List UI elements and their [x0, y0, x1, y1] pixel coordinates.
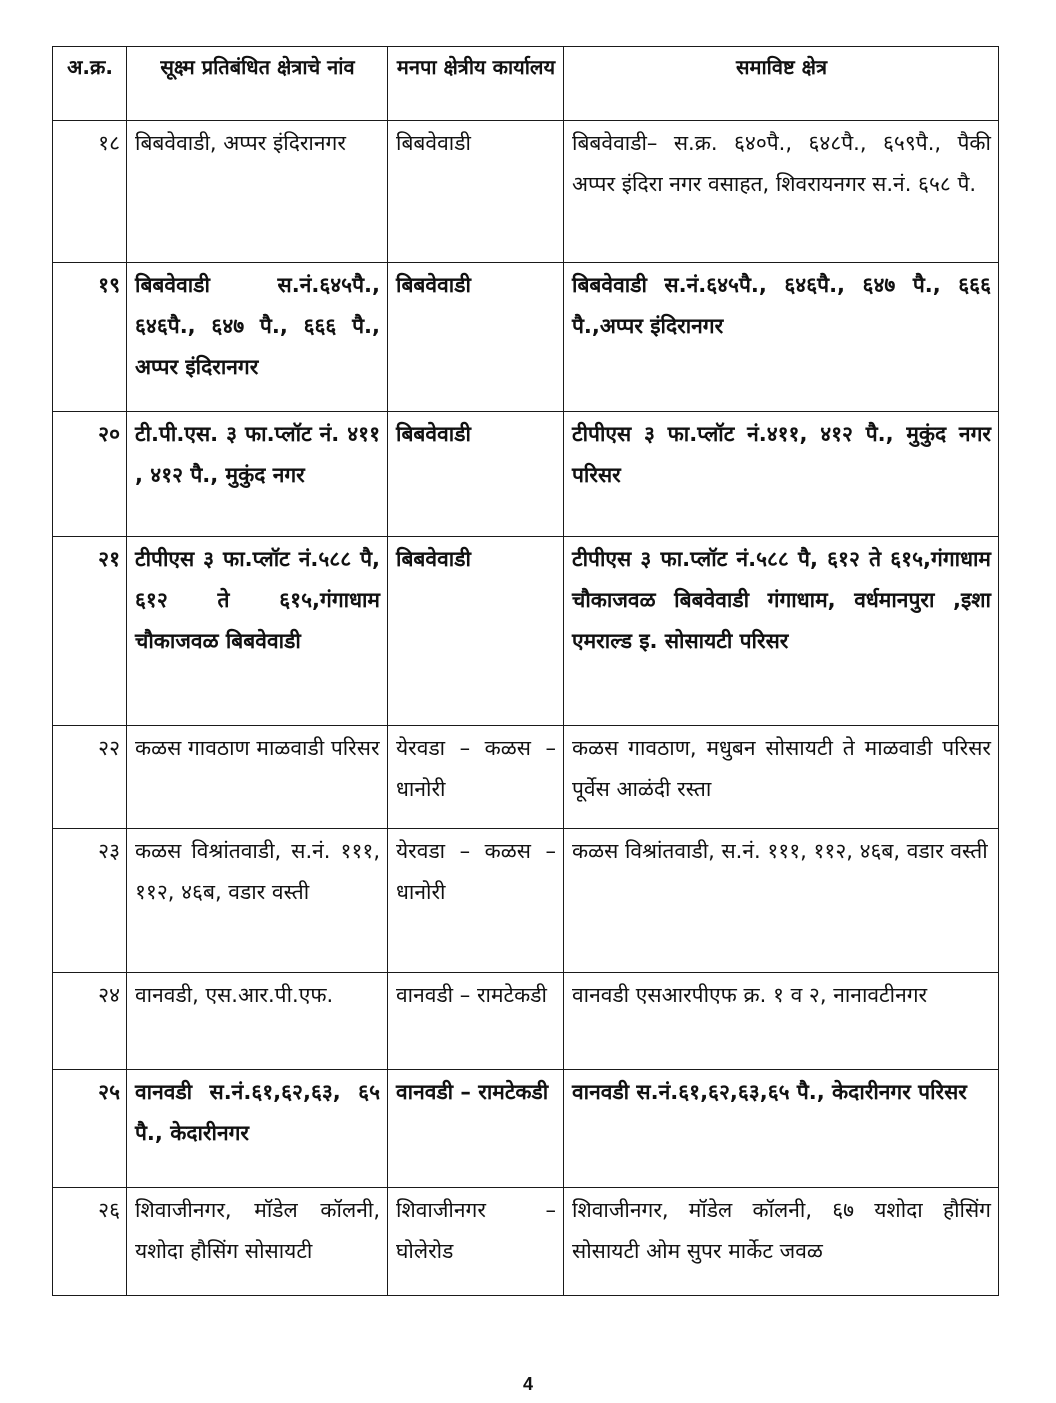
row-area-name: बिबवेवाडी, अप्पर इंदिरानगर [127, 121, 388, 263]
row-sr-no: १९ [53, 263, 127, 412]
row-sr-no: २० [53, 412, 127, 537]
row-ward-office: वानवडी – रामटेकडी [388, 1070, 564, 1188]
row-covered-area: वानवडी स.नं.६१,६२,६३,६५ पै., केदारीनगर परिसर [564, 1070, 999, 1188]
page-number: 4 [522, 1374, 533, 1394]
row-covered-area: बिबवेवाडी स.नं.६४५पै., ६४६पै., ६४७ पै., ६६६ पै.,अप्पर इंदिरानगर [564, 263, 999, 412]
header-area-name: सूक्ष्म प्रतिबंधित क्षेत्राचे नांव [127, 47, 388, 121]
row-sr-no: १८ [53, 121, 127, 263]
row-sr-no: २६ [53, 1188, 127, 1296]
row-sr-no: २४ [53, 973, 127, 1070]
header-sr-no: अ.क्र. [53, 47, 127, 121]
table-row [53, 263, 999, 412]
row-ward-office: येरवडा – कळस – धानोरी [388, 726, 564, 829]
table-row [53, 1070, 999, 1188]
table-row [53, 121, 999, 263]
table-row [53, 726, 999, 829]
row-covered-area: वानवडी एसआरपीएफ क्र. १ व २, नानावटीनगर [564, 973, 999, 1070]
row-covered-area: बिबवेवाडी– स.क्र. ६४०पै., ६४८पै., ६५९पै., पैकी अप्पर इंदिरा नगर वसाहत, शिवरायनगर स.नं. ६५८ पै. [564, 121, 999, 263]
row-ward-office: शिवाजीनगर – घोलेरोड [388, 1188, 564, 1296]
row-area-name: बिबवेवाडी स.नं.६४५पै., ६४६पै., ६४७ पै., ६६६ पै., अप्पर इंदिरानगर [127, 263, 388, 412]
row-covered-area: शिवाजीनगर, मॉडेल कॉलनी, ६७ यशोदा हौसिंग सोसायटी ओम सुपर मार्केट जवळ [564, 1188, 999, 1296]
header-ward-office: मनपा क्षेत्रीय कार्यालय [388, 47, 564, 121]
row-area-name: कळस विश्रांतवाडी, स.नं. १११, ११२, ४६ब, वडार वस्ती [127, 829, 388, 973]
row-sr-no: २३ [53, 829, 127, 973]
row-area-name: कळस गावठाण माळवाडी परिसर [127, 726, 388, 829]
row-area-name: टीपीएस ३ फा.प्लॉट नं.५८८ पै, ६१२ ते ६१५,गंगाधाम चौकाजवळ बिबवेवाडी [127, 537, 388, 726]
row-ward-office: वानवडी – रामटेकडी [388, 973, 564, 1070]
row-covered-area: कळस विश्रांतवाडी, स.नं. १११, ११२, ४६ब, वडार वस्ती [564, 829, 999, 973]
row-area-name: वानवडी, एस.आर.पी.एफ. [127, 973, 388, 1070]
table-header-row [53, 47, 999, 121]
header-covered-area: समाविष्ट क्षेत्र [564, 47, 999, 121]
row-covered-area: टीपीएस ३ फा.प्लॉट नं.५८८ पै, ६१२ ते ६१५,गंगाधाम चौकाजवळ बिबवेवाडी गंगाधाम, वर्धमानपुरा ,इशा एमराल्ड इ. सोसायटी परिसर [564, 537, 999, 726]
containment-zone-table [52, 46, 999, 1296]
row-sr-no: २१ [53, 537, 127, 726]
row-covered-area: कळस गावठाण, मधुबन सोसायटी ते माळवाडी परिसर पूर्वेस आळंदी रस्ता [564, 726, 999, 829]
row-area-name: टी.पी.एस. ३ फा.प्लॉट नं. ४११ , ४१२ पै., मुकुंद नगर [127, 412, 388, 537]
table-row [53, 829, 999, 973]
table-row [53, 1188, 999, 1296]
row-sr-no: २५ [53, 1070, 127, 1188]
table-row [53, 537, 999, 726]
row-covered-area: टीपीएस ३ फा.प्लॉट नं.४११, ४१२ पै., मुकुंद नगर परिसर [564, 412, 999, 537]
row-ward-office: बिबवेवाडी [388, 121, 564, 263]
row-ward-office: बिबवेवाडी [388, 412, 564, 537]
row-area-name: वानवडी स.नं.६१,६२,६३, ६५ पै., केदारीनगर [127, 1070, 388, 1188]
table-row [53, 973, 999, 1070]
row-area-name: शिवाजीनगर, मॉडेल कॉलनी, यशोदा हौसिंग सोसायटी [127, 1188, 388, 1296]
row-ward-office: येरवडा – कळस – धानोरी [388, 829, 564, 973]
table-row [53, 412, 999, 537]
row-ward-office: बिबवेवाडी [388, 537, 564, 726]
row-ward-office: बिबवेवाडी [388, 263, 564, 412]
row-sr-no: २२ [53, 726, 127, 829]
